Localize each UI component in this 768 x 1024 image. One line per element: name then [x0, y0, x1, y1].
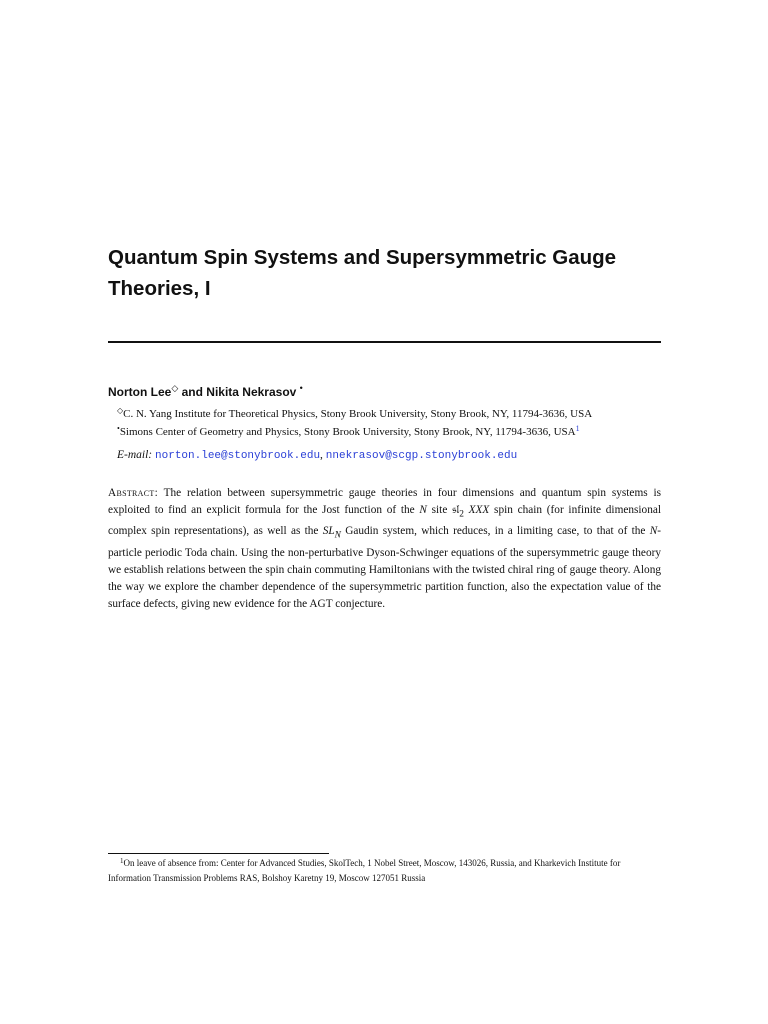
affiliation-text: Simons Center of Geometry and Physics, Stony Brook University, Stony Brook, NY, 11794-3636, USA [119, 426, 576, 438]
footnote [108, 856, 661, 886]
math-subscript: 2 [459, 509, 464, 520]
abstract [108, 485, 661, 613]
affiliation-mark: • [299, 383, 303, 393]
abstract-label: Abstract: [108, 487, 159, 499]
abstract-text: Gaudin system, which reduces, in a limiting case, to that of the [340, 525, 650, 538]
abstract-text: -particle periodic Toda chain. Using the non-perturbative Dyson-Schwinger equations of the supersymmetric gauge theory we establish relations between the spin chain commuting Hamiltonians with the twisted chiral ring of gauge theory. Along the way we explore the chamber dependence of the supersymmetric partition function, also the expectation value of the surface defects, giving new evidence for the AGT conjecture. [108, 525, 661, 611]
abstract-text: site [426, 504, 453, 517]
affiliation-mark: ◇ [171, 383, 179, 393]
math-subscript: N [334, 530, 341, 541]
footnote-text: On leave of absence from: Center for Advanced Studies, SkolTech, 1 Nobel Street, Moscow, 143026, Russia, and Kharkevich Institute for Information Transmission Problems RAS, Bolshoy Karetny 19, Moscow 127051 Russia [108, 858, 621, 883]
title-divider [108, 341, 661, 343]
footnote-ref-link[interactable]: 1 [575, 424, 580, 433]
email-link[interactable]: nnekrasov@scgp.stonybrook.edu [325, 450, 518, 462]
math-symbol: SL [322, 525, 335, 538]
abstract-text: The relation between supersymmetric gauge theories in four dimensions and quantum spin systems is exploited to find an explicit formula for the Jost function of the [108, 487, 661, 517]
footnote-number: 1 [120, 857, 124, 865]
math-symbol: N [649, 525, 658, 538]
math-symbol: XXX [468, 504, 490, 517]
affiliation [117, 407, 592, 421]
email-line [117, 447, 517, 464]
footnote-divider [108, 853, 329, 854]
author-name: Norton Lee [108, 385, 172, 399]
author-name: Nikita Nekrasov [206, 385, 297, 399]
author-list [108, 384, 303, 400]
paper-title: Quantum Spin Systems and Supersymmetric Gauge Theories, I [108, 246, 617, 300]
author-connector: and [178, 385, 207, 399]
email-separator: , [320, 449, 326, 461]
affiliation-mark: ◇ [117, 406, 124, 415]
email-label: E-mail: [117, 449, 153, 461]
math-symbol: N [419, 504, 427, 517]
math-symbol: 𝔰𝔩 [452, 504, 460, 517]
affiliation-text: C. N. Yang Institute for Theoretical Physics, Stony Brook University, Stony Brook, NY, 11794-3636, USA [123, 408, 593, 420]
abstract-text: spin chain (for infinite dimensional complex spin representations), as well as the [108, 504, 662, 538]
affiliation [117, 425, 580, 439]
email-link[interactable]: norton.lee@stonybrook.edu [155, 450, 321, 462]
affiliation-mark: • [117, 424, 120, 433]
